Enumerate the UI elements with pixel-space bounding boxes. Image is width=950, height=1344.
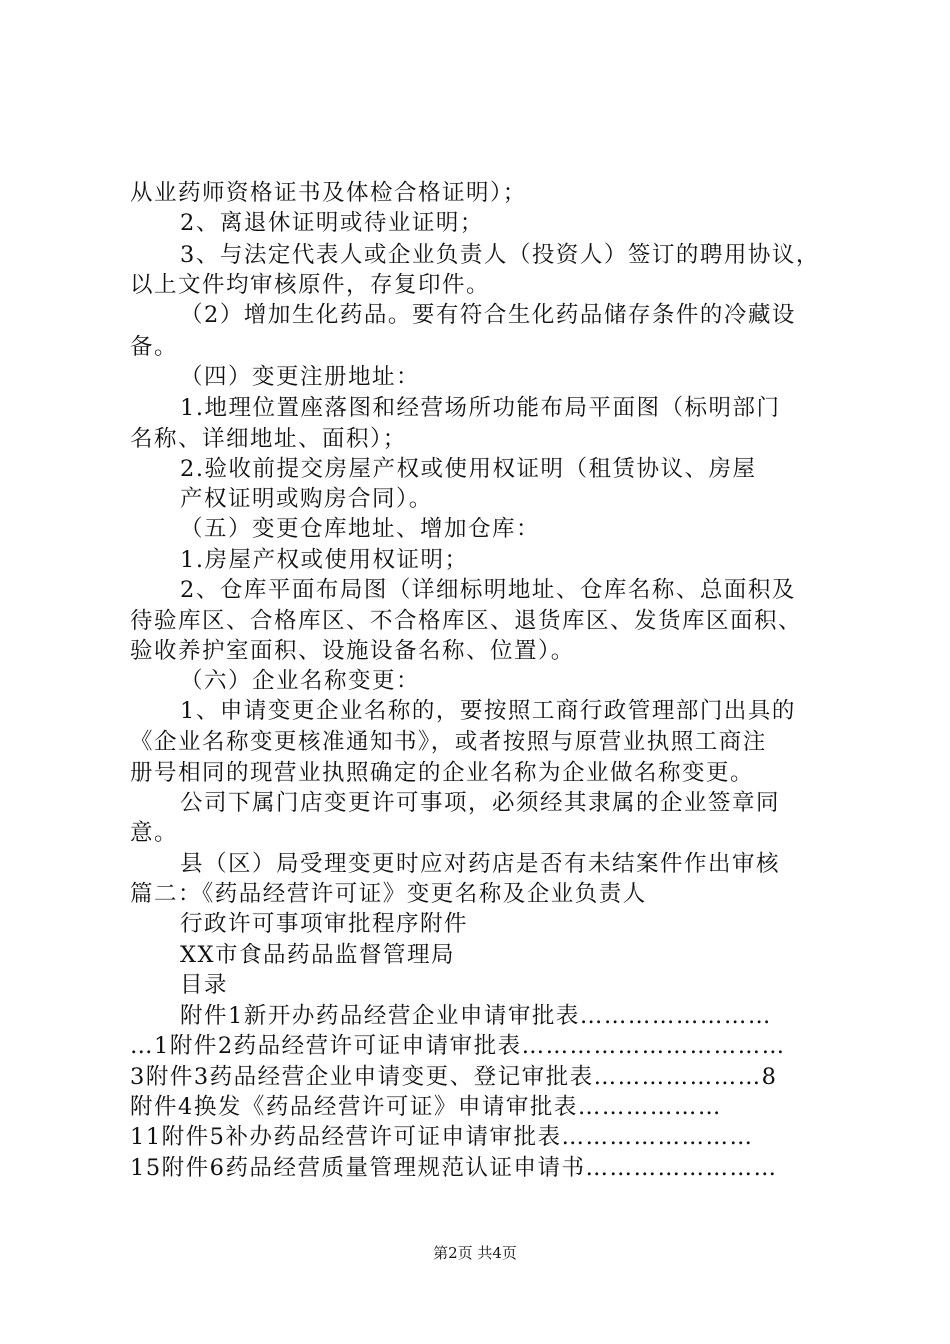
text-line: 2、离退休证明或待业证明； [180, 210, 484, 236]
toc-line: 3附件3药品经营企业申请变更、登记审批表…………………8 [130, 1064, 778, 1090]
toc-line: 11附件5补办药品经营许可证申请审批表…………………… [130, 1124, 754, 1150]
page-footer: 第2页 共4页 [433, 1244, 517, 1262]
text-line: 验收养护室面积、设施设备名称、位置）。 [130, 638, 575, 664]
text-line: 备。 [130, 334, 179, 360]
text-line: 1.房屋产权或使用权证明； [180, 547, 469, 573]
toc-line: 附件4换发《药品经营许可证》申请审批表……………… [130, 1094, 722, 1120]
text-line: 2.验收前提交房屋产权或使用权证明（租赁协议、房屋 [180, 456, 757, 482]
text-line: 1.地理位置座落图和经营场所功能布局平面图（标明部门 [180, 395, 781, 421]
text-line: 从业药师资格证书及体检合格证明）； [130, 180, 527, 206]
text-line: XX市食品药品监督管理局 [180, 942, 456, 968]
text-line: 册号相同的现营业执照确定的企业名称为企业做名称变更。 [130, 760, 755, 786]
text-line: 县（区）局受理变更时应对药店是否有未结案件作出审核 [180, 851, 781, 877]
text-line: 行政许可事项审批程序附件 [180, 911, 469, 937]
text-line: 待验库区、合格库区、不合格库区、退货库区、发货库区面积、 [130, 608, 803, 634]
section-heading: 篇二：《药品经营许可证》变更名称及企业负责人 [130, 881, 647, 907]
text-line: （六）企业名称变更： [180, 668, 421, 694]
toc-line: 附件1新开办药品经营企业申请审批表…………………… [180, 1003, 772, 1029]
text-line: 以上文件均审核原件，存复印件。 [130, 272, 491, 298]
toc-line: 15附件6药品经营质量管理规范认证申请书…………………… [130, 1155, 778, 1181]
text-line: 公司下属门店变更许可事项，必须经其隶属的企业签章同 [180, 790, 781, 816]
text-line: （2）增加生化药品。要有符合生化药品储存条件的冷藏设 [180, 302, 796, 328]
text-line: 1、申请变更企业名称的，要按照工商行政管理部门出具的 [180, 698, 796, 724]
text-line: 名称、详细地址、面积）； [130, 426, 407, 452]
text-line: 目录 [180, 972, 229, 998]
toc-line: …1附件2药品经营许可证申请审批表…………………………… [130, 1033, 786, 1059]
text-line: 2、仓库平面布局图（详细标明地址、仓库名称、总面积及 [180, 577, 796, 603]
text-line: 3、与法定代表人或企业负责人（投资人）签订的聘用协议， [180, 242, 820, 268]
text-line: （五）变更仓库地址、增加仓库： [180, 516, 541, 542]
text-line: 意。 [130, 820, 179, 846]
text-line: （四）变更注册地址： [180, 364, 421, 390]
text-line: 产权证明或购房合同）。 [180, 486, 433, 512]
text-line: 《企业名称变更核准通知书》，或者按照与原营业执照工商注 [130, 729, 767, 755]
